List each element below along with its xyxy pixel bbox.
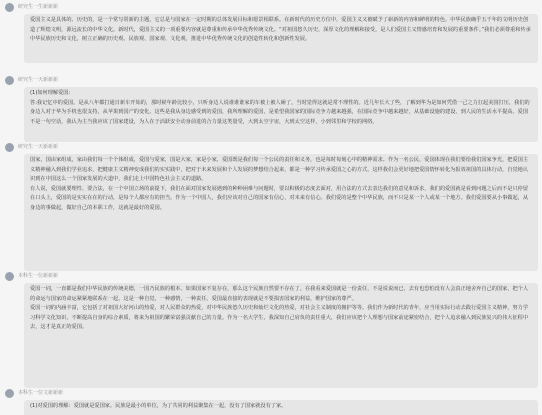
post-header xyxy=(0,386,542,400)
post-paragraph: 爱国主义是具体的、历史的，是一个常写常新的主题，它总是与国家在一定时期的总体发展目标和愿景相联系。在新时代的历史方位中，爱国主义又被赋予了崭新的内容和鲜明的特色。中华民族确乎五千年的文明历史创造了辉煌文明，源远流长的中华文化。新时代，爱国主义的一项重要内容就是尊重和传承中华优秀传统文化。“对祖国悠久历史、深厚文化的理解和接受，是人们爱国主义情感培育和发展的重要条件。”我们必须尊重和传承中华民族历史和文化，树立正确的历史观、民族观、国家观、文化观，推进中华优秀传统文化的创造性转化和创新性发展。 xyxy=(30,17,531,43)
avatar-icon[interactable] xyxy=(5,272,14,281)
username[interactable]: 本科生一位新新新 xyxy=(18,272,59,279)
username[interactable]: 研究生一天新新新 xyxy=(18,76,59,83)
post-header xyxy=(0,73,542,87)
post-paragraph: 答:我记忆中的爱国，是从八年都打通日新车开始的，那时候年龄比较小，只听身边人说谁谁谁家的车被上被人砸了，当时觉得这就是常不理性的。近几年长大了些，了解到华为是如何凭借一己之力扛起美国打压，我们的身边人对于华为手机也很支持，从苹果到国产的变化。这些是我从身边感受到的爱国，我所理解的爱国，是希望我国家的国际竞争力越来越强，在国际竞争中越来越好，从基础设施的建设，到人民的生活水平提高。爱国不是一句空话，我认为主当我应该了国家建设，为人在于活跃安全动身前进的合力量这类量受，大到太空宇宙，大到太空这样，小到邻里和学校的网络。 xyxy=(30,99,530,125)
post-header xyxy=(0,0,542,14)
post-paragraph: 国家，国由家组成，家由我们每一个个体组成，爱国与爱家，国是大家，家是小家，爱国既是我们每一个公民的责任和义务，也是每时每刻心中的精神需求。作为一名公民，爱国体现在我们要给我们国家争光，把爱国主义精神融入到我们学业追求，把健康主义精神变成我们的实实践中，把对于未来发展和个人发展的梦想结合起来，都是一种学习传承爱国之心的方式。这样我们会更好地把爱国情怀转化为报效祖国的具体行动，自觉地认识到在中国这么一个国家发展的大道中，我们走上中国特色社会主义的道路。 xyxy=(30,157,529,183)
post-paragraph: 爱国一词，一直都是我们中华民族的传统美德，一国乃民族的根本。如果国家不复存在，那么这个民族自然要不存在了。在我看来爱国就是一份责任，不是说说而已，去有也恐怕没有人会真正地舍弃自己的国家，把个人的命运与国家的命运紧紧地联系在一起，这是一种自觉，一种感情，一种责任。爱国最直接的表现就是不要损害国家的利益，维护国家的尊严。 xyxy=(30,286,529,302)
post-header xyxy=(0,140,542,154)
post-content xyxy=(24,400,538,415)
post xyxy=(0,386,542,415)
username[interactable]: 研究生一生新新新 xyxy=(18,3,59,10)
post-content xyxy=(24,283,538,388)
post-content xyxy=(24,14,538,63)
post-paragraph: (1)如何理解爱国: xyxy=(30,90,71,96)
avatar-icon[interactable] xyxy=(5,143,14,152)
post xyxy=(0,0,542,63)
post-content xyxy=(24,87,538,142)
post-content xyxy=(24,154,538,271)
post xyxy=(0,140,542,271)
post-header xyxy=(0,269,542,283)
avatar-icon[interactable] xyxy=(5,3,14,12)
post-paragraph: (1)对爱国的理解：爱国就是爱国家。民族是最小的单位，为了共同的利益聚集在一起，没有了国家就没有了家。 xyxy=(30,403,287,409)
post xyxy=(0,73,542,142)
avatar-icon[interactable] xyxy=(5,76,14,85)
username[interactable]: 本科生一位文新新新 xyxy=(18,389,64,396)
username[interactable]: 研究生一天新新新 xyxy=(18,143,59,150)
post-paragraph: 有人说，爱国就要理性、要合法，在一个中国立场的前提下，我们在面对国家发展遇到的种种困难与问题时，要以积极的态度去面对，用合法的方式去表达我们的意见和诉求，我们的爱国就是看到问题之后而不是只停留在口头上，爱国的是实实在在的行动，是每个人都应有的担当。作为一个中国人，我们应该对自己的国家有信心，对未来有信心。我们爱的是整个中华民族，而不只是某一个人或某一个地方。我们爱国要从小事做起，从身边的事做起，做好自己的本职工作，这就是最好的爱国。 xyxy=(30,185,529,211)
post-paragraph: 爱国一词的内涵丰富，它包括了对祖国大好河山的热爱，对人民群众的热爱，对中华民族悠久历史和灿烂文化的热爱，对社会主义制度的拥护等等。我们作为新时代的青年，应当用实际行动去践行爱国主义精神，努力学习科学文化知识，不断提高自身的综合素质，将来为祖国的繁荣富强贡献自己的力量。作为一名大学生，我深知自己肩负的责任重大，我们应该把个人理想与国家前途紧密结合，把个人追求融入到民族复兴的伟大征程中去，这才是真正的爱国。 xyxy=(30,305,529,331)
avatar-icon[interactable] xyxy=(5,389,14,398)
post xyxy=(0,269,542,388)
